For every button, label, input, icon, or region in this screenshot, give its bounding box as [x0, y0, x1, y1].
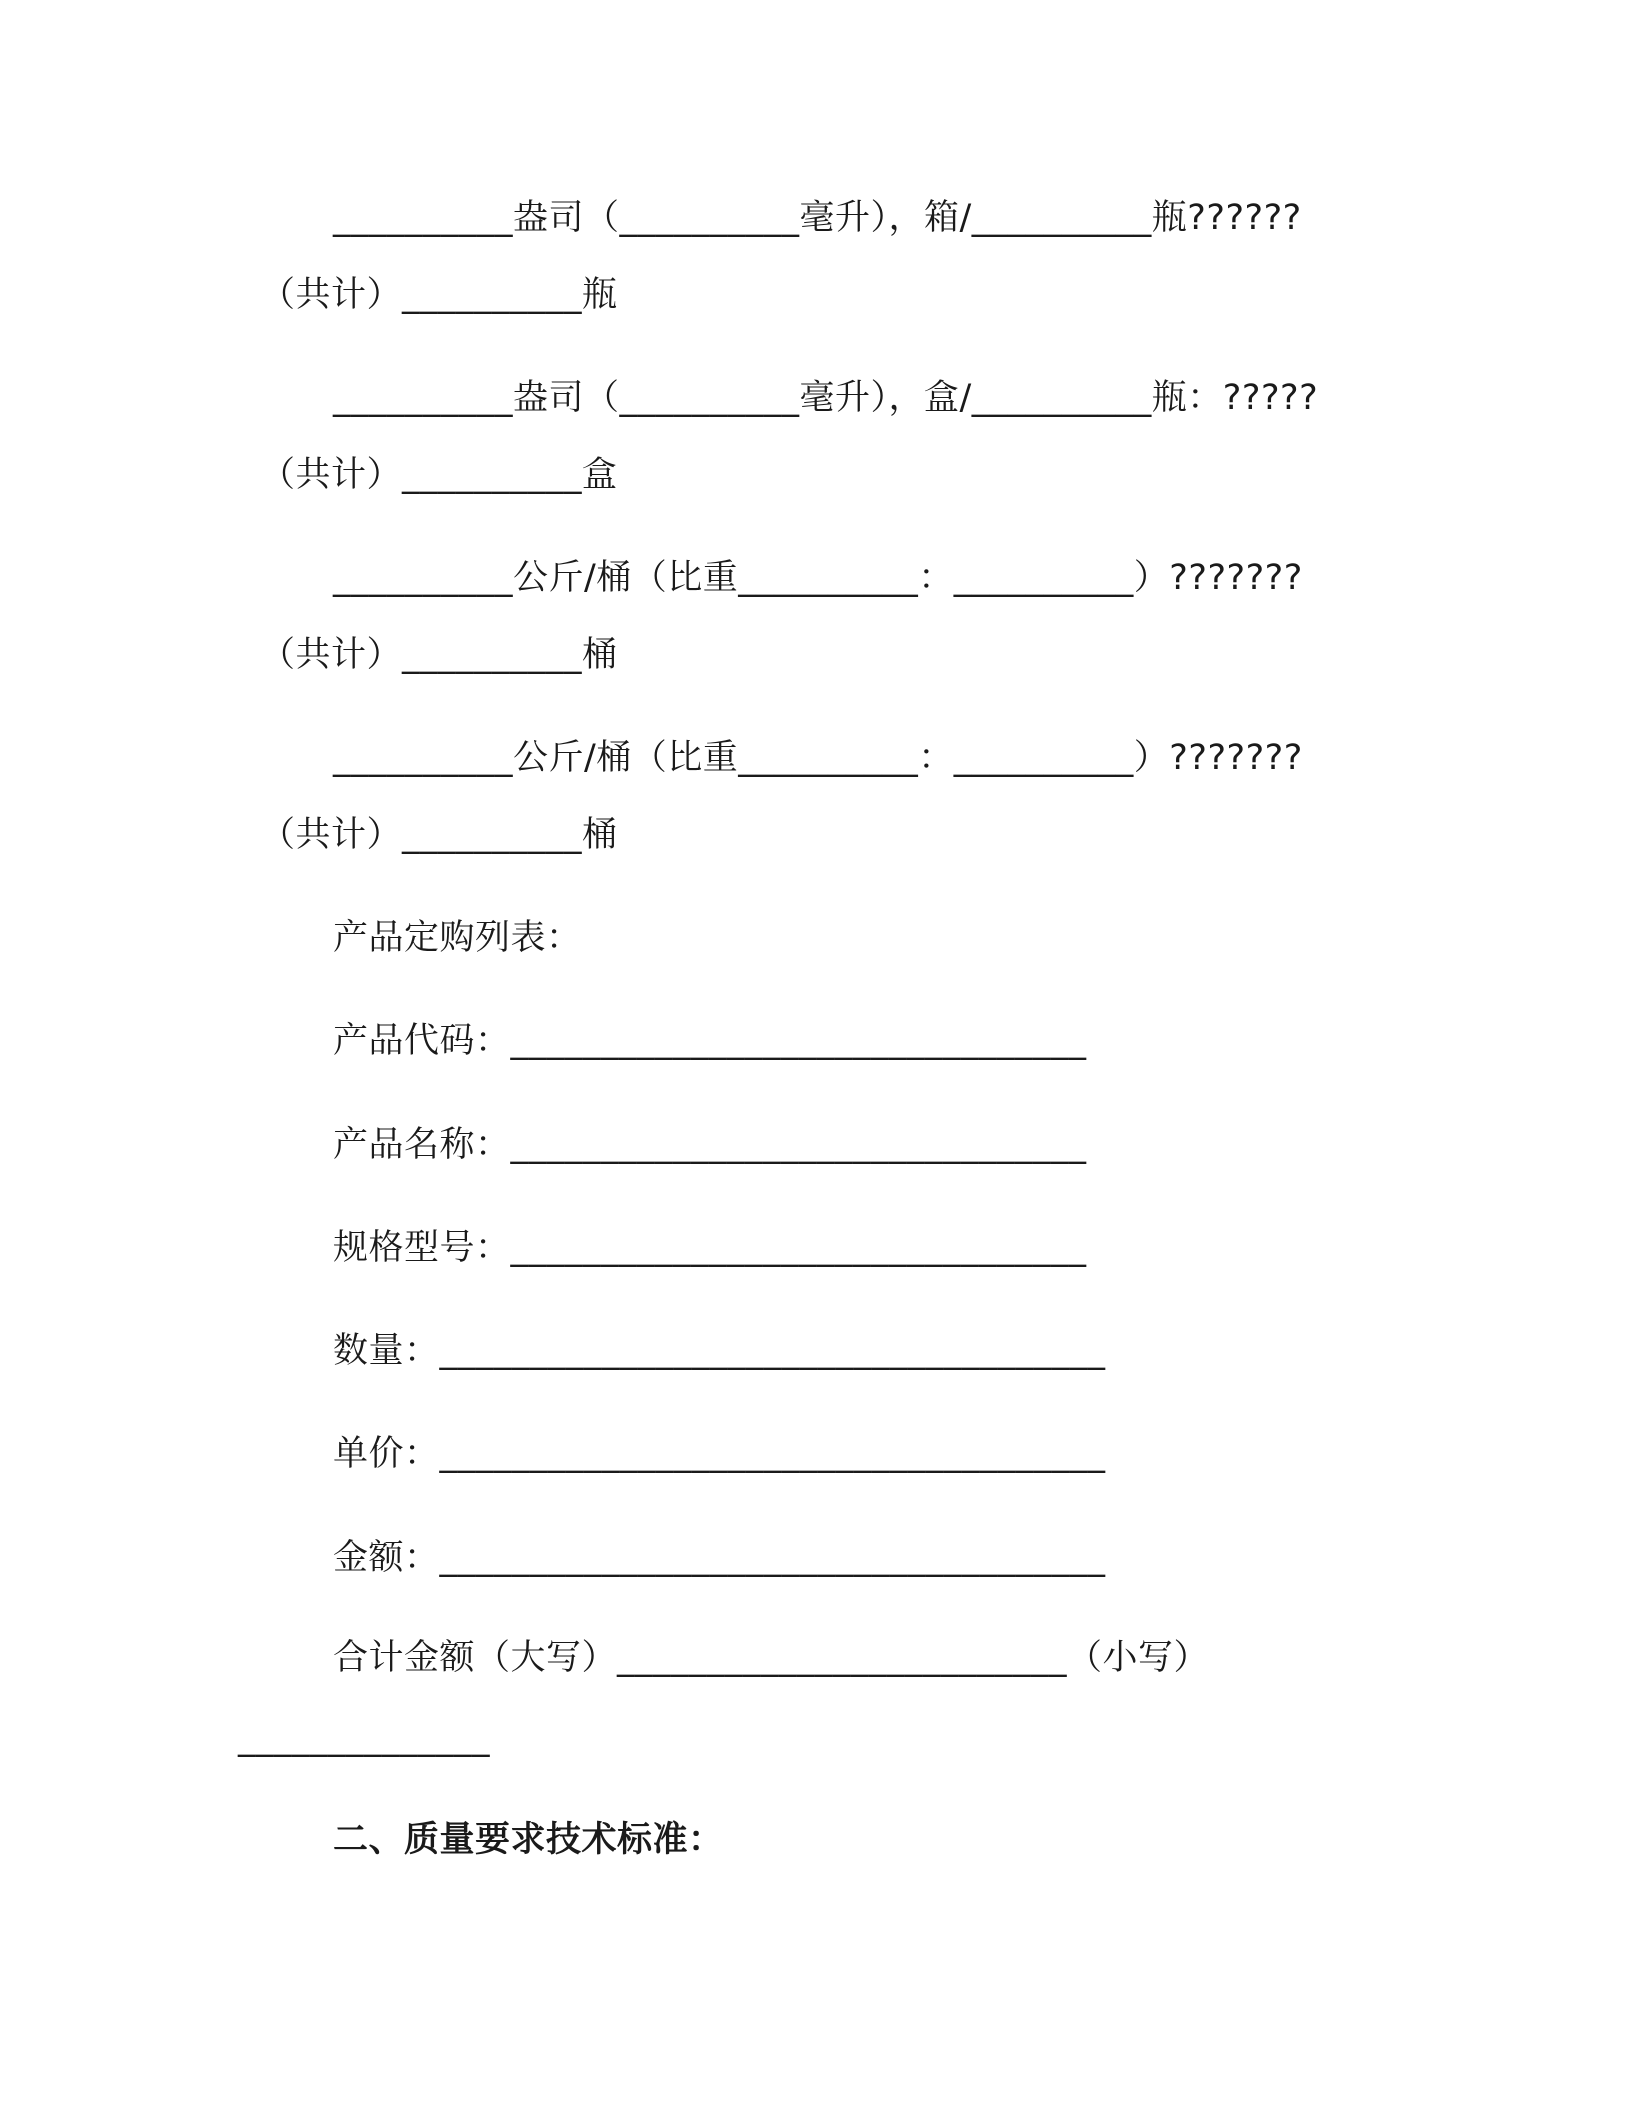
bottle-per-box-line: __________盎司（__________毫升），盒/__________瓶：????? [333, 378, 1319, 418]
kg-per-barrel-line-2: __________公斤/桶（比重__________：__________）??????? [333, 738, 1303, 778]
barrel-total-line-2: （共计）__________桶 [260, 815, 618, 855]
box-total-line: （共计）__________盒 [260, 455, 618, 495]
order-list-heading: 产品定购列表： [333, 918, 582, 958]
section-two-heading: 二、质量要求技术标准： [333, 1820, 724, 1860]
unit-price-field: 单价：_____________________________________ [333, 1434, 1106, 1474]
quantity-field: 数量：_____________________________________ [333, 1331, 1106, 1371]
product-code-field: 产品代码：________________________________ [333, 1021, 1087, 1061]
barrel-total-line-1: （共计）__________桶 [260, 635, 618, 675]
total-amount-line: 合计金额（大写）_________________________（小写） [333, 1638, 1210, 1678]
total-amount-small-blank: ______________ [238, 1718, 490, 1758]
bottle-per-case-line: __________盎司（__________毫升），箱/__________瓶?????? [333, 198, 1302, 238]
spec-model-field: 规格型号：________________________________ [333, 1228, 1087, 1268]
product-name-field: 产品名称：________________________________ [333, 1125, 1087, 1165]
kg-per-barrel-line-1: __________公斤/桶（比重__________：__________）??????? [333, 558, 1303, 598]
amount-field: 金额：_____________________________________ [333, 1538, 1106, 1578]
bottle-total-line: （共计）__________瓶 [260, 275, 618, 315]
